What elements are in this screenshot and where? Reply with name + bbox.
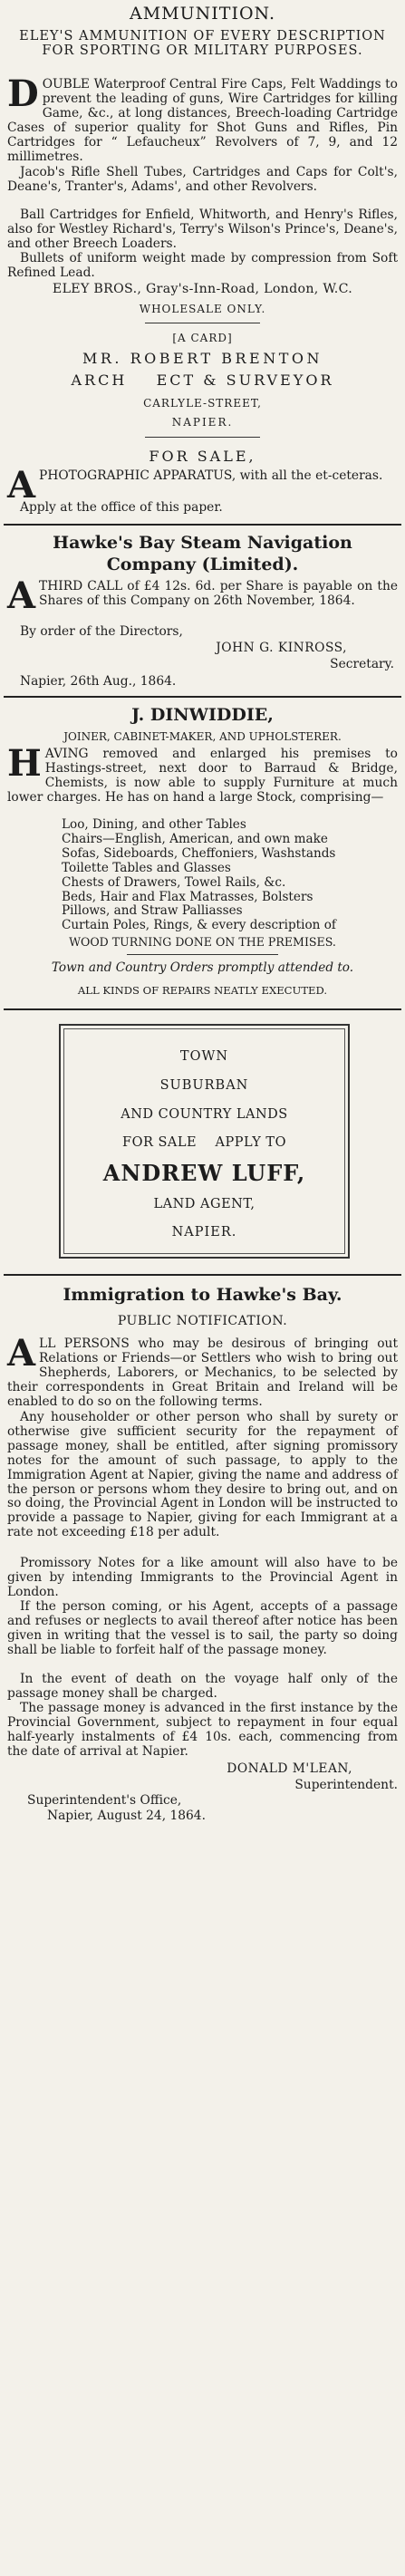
paragraph-text: THIRD CALL of £4 12s. 6d. per Share is payable on the Shares of this Company on 26th November, 1864. [39,579,398,608]
advert-paragraph [7,574,398,617]
drop-cap: A [7,574,36,617]
list-item: Toilette Tables and Glasses [62,860,231,875]
notice-subtitle: PUBLIC NOTIFICATION. [117,1314,288,1328]
paragraph-text: PHOTOGRAPHIC APPARATUS, with all the et-ceteras. [39,468,383,483]
separator [4,696,401,698]
apply-note: Apply at the office of this paper. [20,500,223,515]
list-item: Loo, Dining, and other Tables [62,817,246,832]
orders-note: Town and Country Orders promptly attended to. [51,960,354,975]
advert-title: FOR SALE, [149,448,256,465]
advert-title: Hawke's Bay Steam Navigation [53,533,352,553]
box-line: AND COUNTRY LANDS [121,1107,288,1122]
notice-title: Immigration to Hawke's Bay. [63,1285,342,1305]
separator [4,1274,401,1276]
wholesale-note: WHOLESALE ONLY. [139,303,266,315]
advert-paragraph [7,72,398,164]
trade-line: JOINER, CABINET-MAKER, AND UPHOLSTERER. [63,730,342,743]
advert-title: AMMUNITION. [130,4,275,24]
box-line: TOWN [179,1049,229,1064]
paragraph-text: OUBLE Waterproof Central Fire Caps, Felt Waddings to prevent the leading of guns, Wire Cartridges for killing Game, &c., at long distances, Breech-loading Cartridge Cases of superior quality for Shot Guns and Rifles, Pin Cartridges for “ Lefaucheux” Revolvers of 7, 9, and 12 millimetres. [7,77,398,164]
separator [4,1008,401,1010]
advert-address: ELEY BROS., Gray's-Inn-Road, London, W.C. [52,282,353,296]
card-town: NAPIER. [171,416,234,429]
agent-role: LAND AGENT, [153,1197,256,1211]
wood-turning: WOOD TURNING DONE ON THE PREMISES. [69,935,336,949]
signer-role: Superintendent. [294,1778,398,1792]
notice-paragraph: Any householder or other person who shall by surety or otherwise give sufficient security for the repayment of passage money, shall be entitled, after signing promissory notes for the amount of such passage, to apply to the Immigration Agent at Napier, giving the name and address of the person or persons whom they desire to bring out, and on so doing, the Provincial Agent in London will be instructed to provide a passage to Napier, giving for each Immigrant at a rate not exceeding £18 per adult. [7,1410,398,1540]
drop-cap: D [7,72,39,115]
drop-cap: A [7,464,36,507]
card-name: MR. ROBERT BRENTON [82,350,323,367]
separator [4,524,401,526]
notice-paragraph: In the event of death on the voyage half only of the passage money shall be charged. [7,1672,398,1701]
advert-title: Company (Limited). [106,555,299,574]
date-line: Napier, 26th Aug., 1864. [20,674,177,689]
luff-advert-box [59,1024,350,1259]
secretary-name: JOHN G. KINROSS, [216,641,347,655]
list-item: Curtain Poles, Rings, & every description of [62,918,336,933]
secretary-role: Secretary. [330,657,394,671]
drop-cap: H [7,742,42,785]
agent-town: NAPIER. [171,1225,237,1240]
advert-headline: ELEY'S AMMUNITION OF EVERY DESCRIPTION FOR SPORTING OR MILITARY PURPOSES. [19,29,386,58]
notice-paragraph: The passage money is advanced in the first instance by the Provincial Government, subject to repayment in four equal half-yearly instalments of £4 10s. each, commencing from the date of arrival at Napier. [7,1701,398,1759]
notice-paragraph: If the person coming, or his Agent, accepts of a passage and refuses or neglects to avail thereof after notice has been given in writing that the vessel is to sail, the party so doing shall be liable to forfeit half of the passage money. [7,1599,398,1657]
stock-list [7,818,398,933]
list-item: Chairs—English, American, and own make [62,831,328,846]
advert-title: J. DINWIDDIE, [131,705,274,725]
paragraph-text: AVING removed and enlarged his premises to Hastings-street, next door to Barraud & Bridge, Chemists, is now able to supply Furniture at much lower charges. He has on hand a large Stock, comprising— [7,747,398,805]
divider [145,437,260,438]
repairs-note: ALL KINDS OF REPAIRS NEATLY EXECUTED. [77,984,328,997]
date-line: Napier, August 24, 1864. [47,1809,206,1823]
box-line: FOR SALE APPLY TO [122,1135,286,1150]
advert-paragraph: Jacob's Rifle Shell Tubes, Cartridges and Caps for Colt's, Deane's, Tranter's, Adams', and other Revolvers. [7,165,398,194]
notice-paragraph: Promissory Notes for a like amount will also have to be given by intending Immigrants to the Provincial Agent in London. [7,1556,398,1599]
office-line: Superintendent's Office, [27,1793,182,1808]
list-item: Beds, Hair and Flax Matrasses, Bolsters [62,889,313,904]
advert-paragraph: Ball Cartridges for Enfield, Whitworth, and Henry's Rifles, also for Westley Richard's, Terry's Wilson's Prince's, Deane's, and other Breech Loaders. [7,207,398,251]
list-item: Sofas, Sideboards, Cheffoniers, Washstands [62,845,336,861]
notice-paragraph [7,1332,398,1410]
list-item: Chests of Drawers, Towel Rails, &c. [62,874,286,890]
list-item: Pillows, and Straw Palliasses [62,903,243,919]
divider [127,954,278,955]
advert-paragraph [7,742,398,806]
card-label: [A CARD] [172,332,233,344]
advert-paragraph: Bullets of uniform weight made by compression from Soft Refined Lead. [7,251,398,280]
card-street: CARLYLE-STREET, [143,397,262,410]
agent-name: ANDREW LUFF, [102,1160,306,1186]
paragraph-text: LL PERSONS who may be desirous of bringing out Relations or Friends—or Settlers who wish to bring out Shepherds, Laborers, or Mechanics, to be selected by their correspondents in Great Britain and Ireland will be enabled to do so on the following terms. [7,1336,398,1409]
order-line: By order of the Directors, [20,624,183,639]
box-line: SUBURBAN [159,1078,249,1093]
drop-cap: A [7,1332,36,1375]
advert-paragraph [7,464,398,507]
signer-name: DONALD M'LEAN, [227,1761,352,1776]
card-profession: ARCH ECT & SURVEYOR [71,371,334,389]
